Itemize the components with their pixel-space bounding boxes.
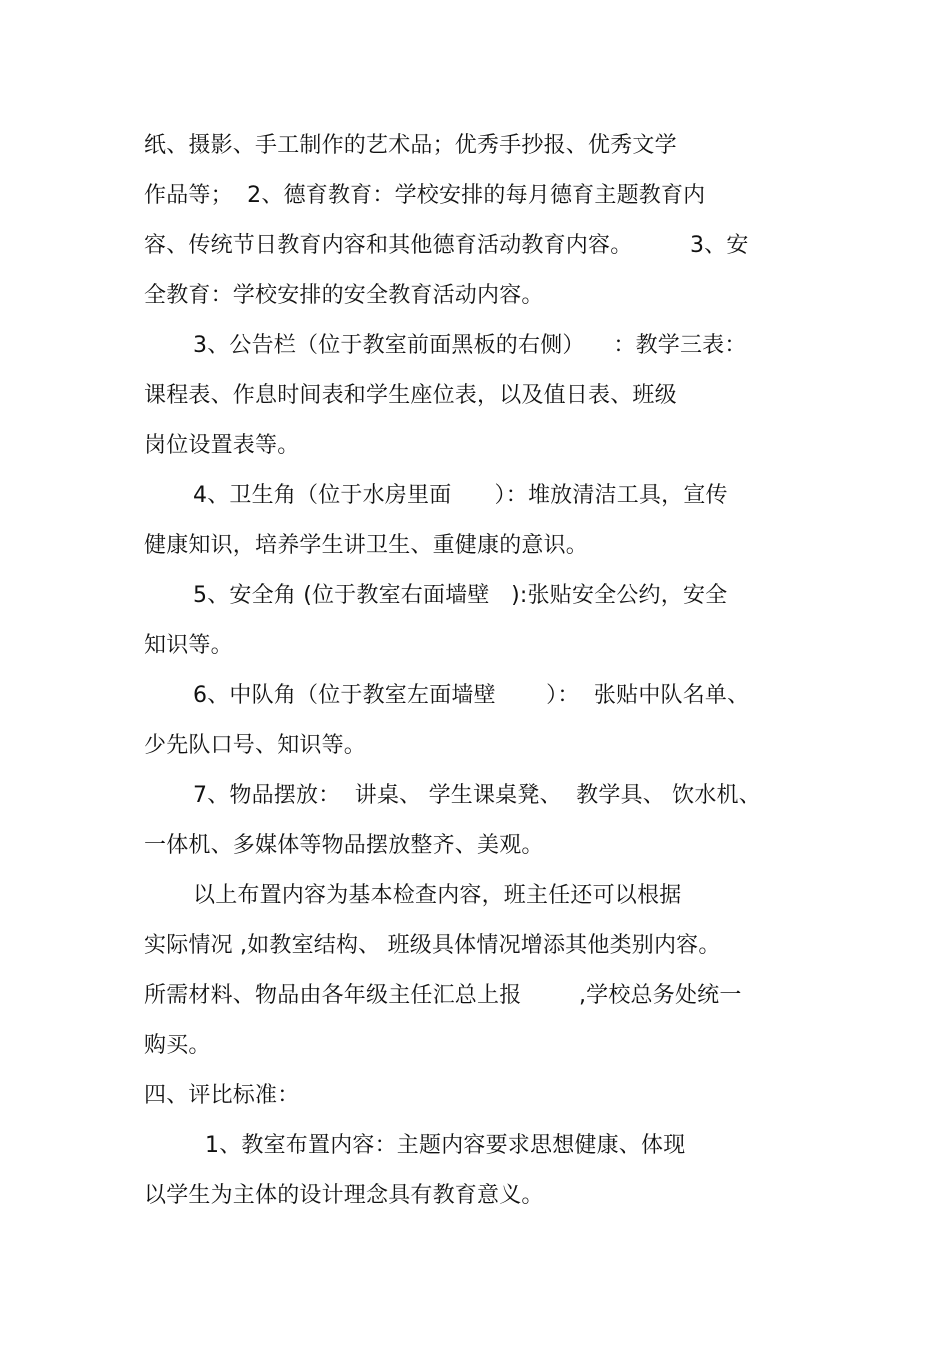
text-line: 6、中队角（位于教室左面墙壁 ）： 张贴中队名单、 — [193, 683, 750, 708]
text-line: 7、物品摆放： 讲桌、 学生课桌凳、 教学具、 饮水机、 — [193, 783, 761, 808]
text-line: 实际情况 ,如教室结构、 班级具体情况增添其他类别内容。 — [144, 933, 721, 958]
text-line: 作品等； 2、德育教育：学校安排的每月德育主题教育内 — [144, 183, 706, 208]
text-line: 知识等。 — [144, 633, 233, 658]
text-line: 纸、摄影、手工制作的艺术品；优秀手抄报、优秀文学 — [144, 133, 677, 158]
text-line: 4、卫生角（位于水房里面 ）：堆放清洁工具，宣传 — [193, 483, 728, 508]
text-line: 5、安全角 (位于教室右面墙壁 ):张贴安全公约，安全 — [193, 583, 728, 608]
text-line: 全教育：学校安排的安全教育活动内容。 — [144, 283, 544, 308]
text-line: 购买。 — [144, 1033, 211, 1058]
text-line: 少先队口号、知识等。 — [144, 733, 367, 758]
text-line: 岗位设置表等。 — [144, 433, 300, 458]
text-line: 所需材料、物品由各年级主任汇总上报 ,学校总务处统一 — [144, 983, 742, 1008]
text-line: 以学生为主体的设计理念具有教育意义。 — [144, 1183, 544, 1208]
section-heading: 四、评比标准： — [144, 1083, 300, 1108]
text-line: 以上布置内容为基本检查内容，班主任还可以根据 — [193, 883, 682, 908]
text-line: 容、传统节日教育内容和其他德育活动教育内容。 3、安 — [144, 233, 749, 258]
text-line: 课程表、作息时间表和学生座位表，以及值日表、班级 — [144, 383, 677, 408]
text-line: 1、教室布置内容：主题内容要求思想健康、体现 — [205, 1133, 686, 1158]
text-line: 健康知识，培养学生讲卫生、重健康的意识。 — [144, 533, 589, 558]
text-line: 3、公告栏（位于教室前面黑板的右侧） ：教学三表： — [193, 333, 747, 358]
text-line: 一体机、多媒体等物品摆放整齐、美观。 — [144, 833, 544, 858]
